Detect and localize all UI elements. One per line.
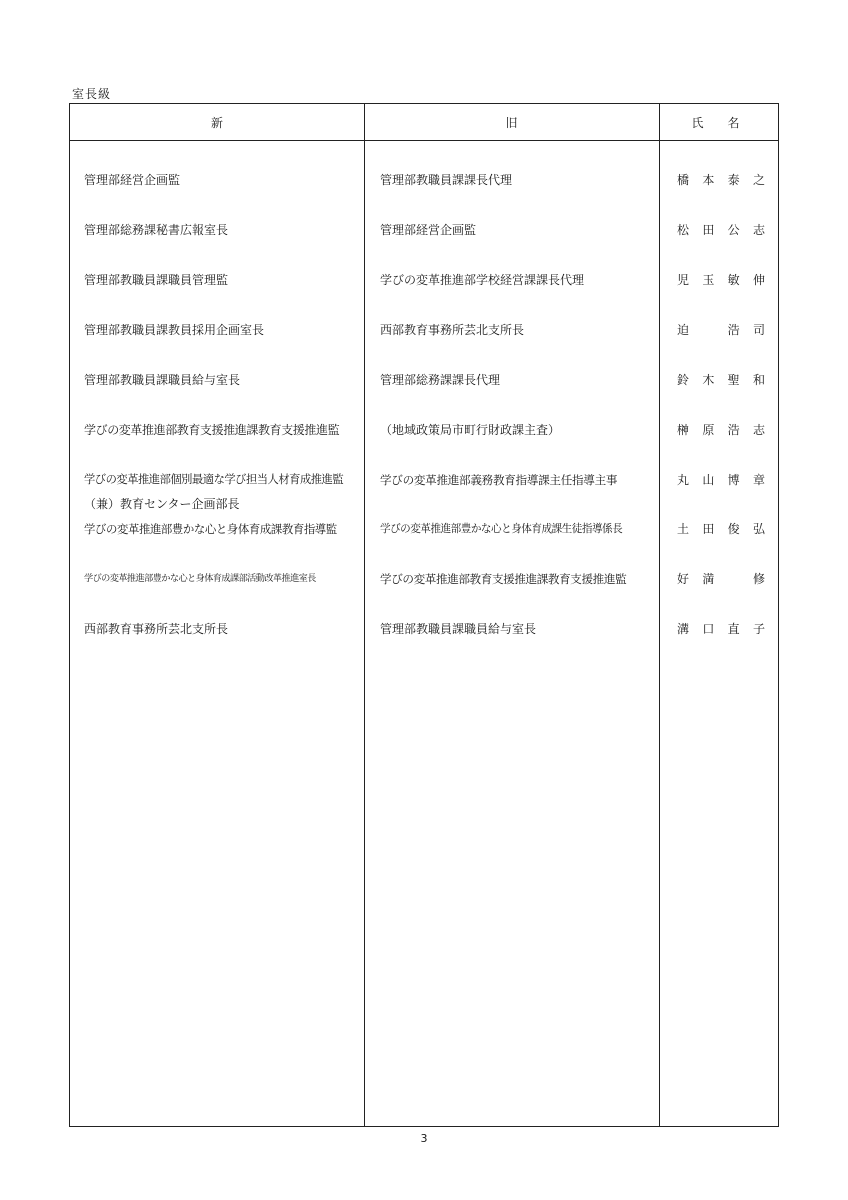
old-position: 西部教育事務所芸北支所長 bbox=[380, 323, 525, 337]
old-position: 学びの変革推進部教育支援推進課教育支援推進監 bbox=[380, 572, 627, 586]
old-position: 管理部教職員課職員給与室長 bbox=[380, 622, 537, 636]
person-name: 好 満 修 bbox=[676, 572, 765, 586]
section-label: 室長級 bbox=[72, 87, 112, 101]
old-position: 管理部経営企画監 bbox=[380, 223, 477, 237]
table-row bbox=[70, 219, 778, 269]
person-name: 迫 浩 司 bbox=[676, 323, 765, 337]
old-position: 学びの変革推進部学校経営課課長代理 bbox=[380, 273, 585, 287]
old-position: （地域政策局市町行財政課主査） bbox=[380, 423, 561, 437]
new-position: 管理部経営企画監 bbox=[84, 173, 181, 187]
new-position: 学びの変革推進部豊かな心と身体育成課教育指導監 bbox=[84, 522, 337, 536]
new-position-concurrent: （兼）教育センター企画部長 bbox=[84, 497, 240, 511]
header-old: 旧 bbox=[505, 115, 518, 130]
person-name: 溝 口 直 子 bbox=[676, 622, 765, 636]
new-position: 学びの変革推進部個別最適な学び担当人材育成推進監 bbox=[84, 473, 344, 486]
person-name: 榊 原 浩 志 bbox=[676, 423, 765, 437]
table-row bbox=[70, 169, 778, 219]
table-row bbox=[70, 269, 778, 319]
new-position: 管理部教職員課職員管理監 bbox=[84, 273, 229, 287]
new-position: 管理部教職員課職員給与室長 bbox=[84, 373, 241, 387]
new-position: 学びの変革推進部教育支援推進課教育支援推進監 bbox=[84, 423, 340, 437]
table-row bbox=[70, 618, 778, 668]
table-row bbox=[70, 419, 778, 469]
table-row bbox=[70, 319, 778, 369]
header-divider bbox=[70, 140, 778, 141]
new-position: 西部教育事務所芸北支所長 bbox=[84, 622, 229, 636]
person-name: 橋 本 泰 之 bbox=[676, 173, 765, 187]
header-name: 氏 名 bbox=[691, 115, 746, 130]
old-position: 管理部教職員課課長代理 bbox=[380, 173, 513, 187]
person-name: 丸 山 博 章 bbox=[676, 473, 765, 487]
old-position: 学びの変革推進部豊かな心と身体育成課生徒指導係長 bbox=[380, 523, 623, 535]
new-position: 管理部総務課秘書広報室長 bbox=[84, 223, 229, 237]
person-name: 鈴 木 聖 和 bbox=[676, 373, 765, 387]
table-row bbox=[70, 369, 778, 419]
new-position: 管理部教職員課教員採用企画室長 bbox=[84, 323, 265, 337]
new-position: 学びの変革推進部豊かな心と身体育成課部活動改革推進室長 bbox=[84, 573, 316, 584]
page-number: 3 bbox=[420, 1132, 428, 1145]
old-position: 管理部総務課課長代理 bbox=[380, 373, 501, 387]
person-name: 松 田 公 志 bbox=[676, 223, 765, 237]
old-position: 学びの変革推進部義務教育指導課主任指導主事 bbox=[380, 473, 618, 487]
person-name: 児 玉 敏 伸 bbox=[676, 273, 765, 287]
table-row bbox=[70, 518, 778, 568]
person-name: 土 田 俊 弘 bbox=[676, 522, 765, 536]
header-new: 新 bbox=[210, 115, 223, 130]
personnel-table bbox=[69, 103, 779, 1127]
table-row bbox=[70, 568, 778, 618]
